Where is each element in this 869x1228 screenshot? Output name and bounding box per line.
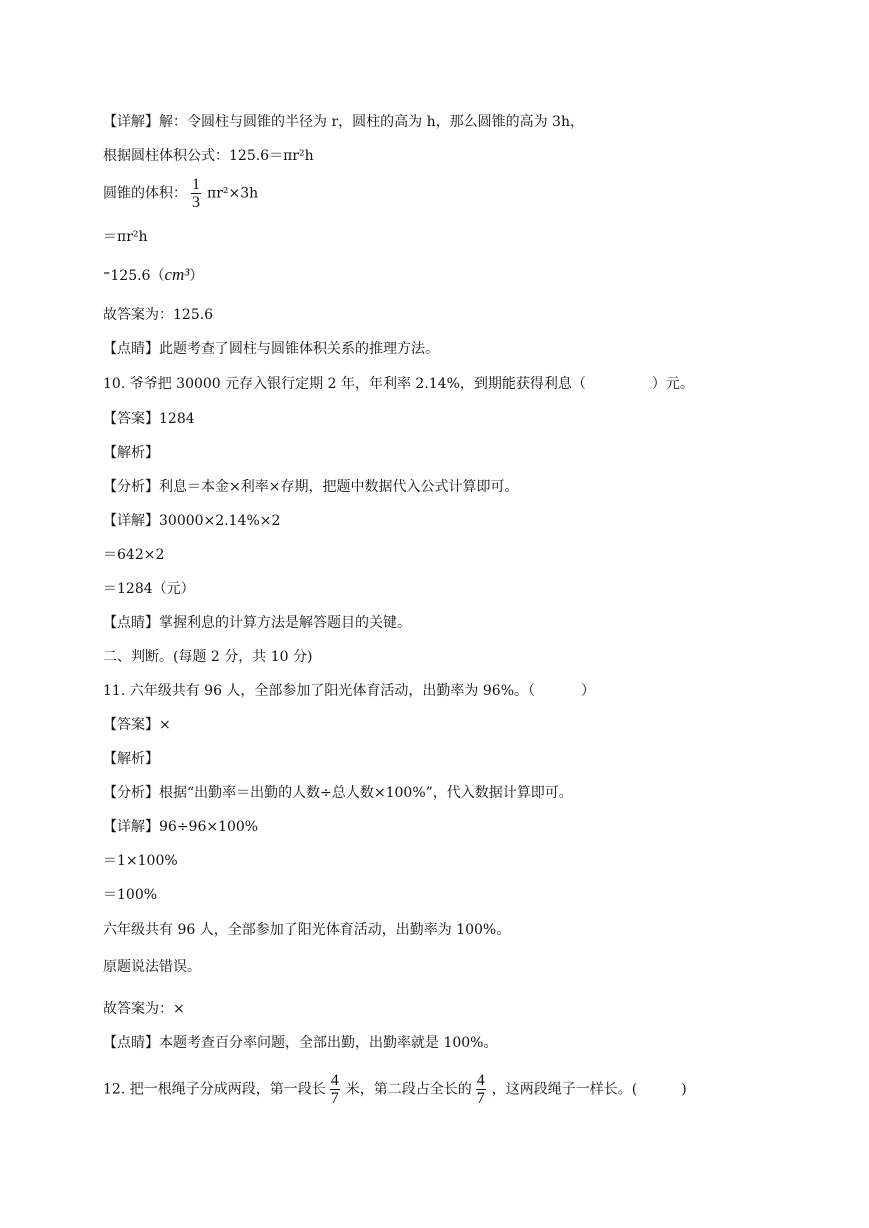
question-10: 10. 爷爷把 30000 元存入银行定期 2 年，年利率 2.14%，到期能获得利息（ ）元。 (103, 376, 694, 392)
question-12: 12. 把一根绳子分成两段，第一段长 $\frac{4}{7}$ 米，第二段占全长的 $\frac{4}{7}$ ，这两段绳子一样长。( ) (103, 1072, 687, 1107)
text-line: ＝1×100% (103, 853, 178, 869)
text-line: ＝πr²h (103, 229, 148, 245)
text-line: 【答案】1284 (103, 411, 195, 427)
formula-line: 圆锥的体积： $\frac{1}{3}$ πr²×3h (103, 176, 259, 211)
text-line: 【点睛】本题考查百分率问题，全部出勤，出勤率就是 100%。 (103, 1035, 498, 1051)
text-line: 【答案】× (103, 717, 171, 733)
text-line: 【分析】根据“出勤率＝出勤的人数÷总人数×100%”，代入数据计算即可。 (103, 785, 573, 801)
text-line: 原题说法错误。 (103, 959, 201, 975)
text-line: ＝100% (103, 887, 158, 903)
text-line: ＝642×2 (103, 547, 165, 563)
text-line: ＝1284（元） (103, 581, 195, 597)
fraction: $\frac{4}{7}$ (476, 1072, 485, 1107)
unit-cm3: cm³ (164, 265, 190, 284)
text-line: 【详解】96÷96×100% (103, 819, 259, 835)
fraction: $\frac{1}{3}$ (192, 176, 200, 211)
text-line: 【分析】利息＝本金×利率×存期，把题中数据代入公式计算即可。 (103, 479, 519, 495)
text-line: 【点睛】此题考查了圆柱与圆锥体积关系的推理方法。 (103, 341, 439, 357)
text-line: 【解析】 (103, 445, 159, 461)
text-line: 六年级共有 96 人，全部参加了阳光体育活动，出勤率为 100%。 (103, 922, 511, 938)
text-line: 【解析】 (103, 751, 159, 767)
fraction: $\frac{4}{7}$ (330, 1072, 339, 1107)
section-heading: 二、判断。(每题 2 分，共 10 分) (103, 649, 313, 665)
text-line: 根据圆柱体积公式：125.6＝πr²h (103, 148, 314, 164)
text-line: 故答案为：× (103, 1001, 185, 1017)
text-line: 【详解】30000×2.14%×2 (103, 513, 281, 529)
formula-line: ⁼125.6（cm³） (103, 265, 204, 284)
text-line: 【详解】解：令圆柱与圆锥的半径为 r，圆柱的高为 h，那么圆锥的高为 3h， (103, 114, 584, 130)
question-11: 11. 六年级共有 96 人，全部参加了阳光体育活动，出勤率为 96%。（ ） (103, 683, 595, 699)
text-line: 故答案为：125.6 (103, 307, 214, 323)
text-line: 【点睛】掌握利息的计算方法是解答题目的关键。 (103, 615, 411, 631)
